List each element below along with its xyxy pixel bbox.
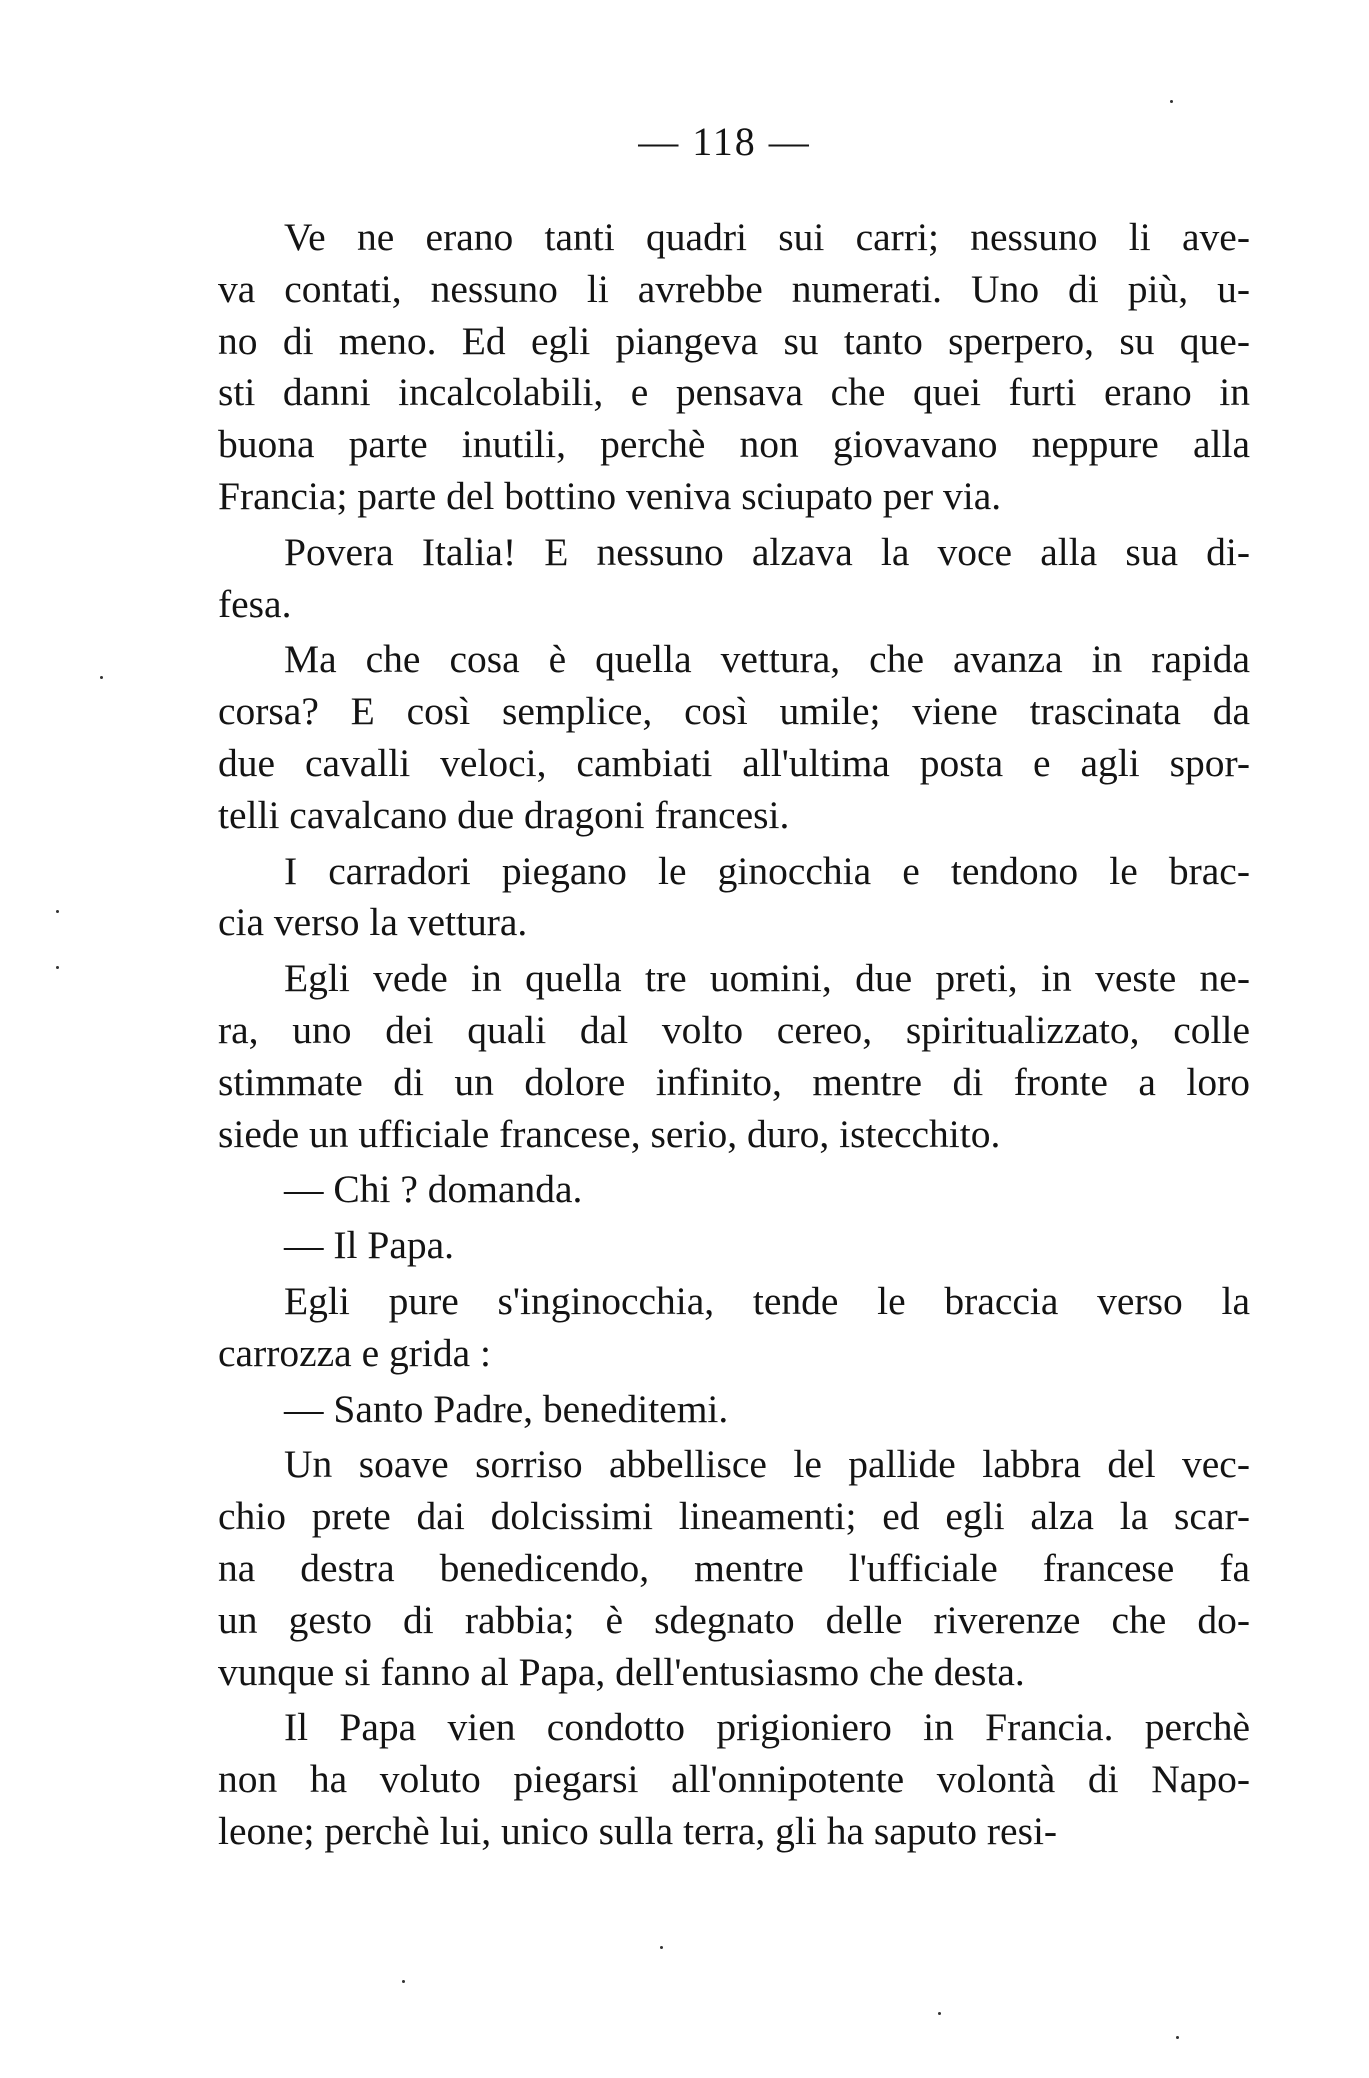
text-line: carrozza e grida : — [218, 1330, 492, 1375]
text-line: buona parte inutili, perchè non giovavano neppure alla — [218, 422, 1250, 467]
text-line: va contati, nessuno li avrebbe numerati. Uno di più, u- — [218, 266, 1250, 311]
text-line: — Chi ? domanda. — [284, 1167, 583, 1212]
paragraph — [218, 634, 1250, 841]
paragraph — [218, 1220, 1250, 1272]
scan-speck — [56, 966, 59, 969]
paragraph — [218, 1702, 1250, 1857]
text-line: ra, uno dei quali dal volto cereo, spiritualizzato, colle — [218, 1007, 1250, 1052]
text-line: Ma che cosa è quella vettura, che avanza in rapida — [284, 637, 1250, 682]
paragraph — [218, 1384, 1250, 1436]
text-line: leone; perchè lui, unico sulla terra, gli ha saputo resi- — [218, 1808, 1058, 1853]
scan-speck — [100, 676, 103, 679]
paragraph — [218, 527, 1250, 631]
scan-speck — [1170, 100, 1173, 103]
scan-speck — [56, 910, 59, 913]
paragraph — [218, 1276, 1250, 1380]
text-line: Egli vede in quella tre uomini, due preti, in veste ne- — [284, 956, 1250, 1001]
text-line: Francia; parte del bottino veniva sciupato per via. — [218, 473, 1002, 518]
scan-speck — [938, 2012, 941, 2015]
paragraph — [218, 1164, 1250, 1216]
scan-speck — [402, 1980, 405, 1983]
text-line: chio prete dai dolcissimi lineamenti; ed egli alza la scar- — [218, 1494, 1250, 1539]
paragraph — [218, 1439, 1250, 1698]
text-line: — Santo Padre, beneditemi. — [284, 1386, 729, 1431]
body-text — [218, 212, 1250, 1862]
text-line: due cavalli veloci, cambiati all'ultima posta e agli spor- — [218, 740, 1250, 785]
text-line: cia verso la vettura. — [218, 900, 528, 945]
page-number: — 118 — — [638, 119, 811, 164]
text-line: un gesto di rabbia; è sdegnato delle riverenze che do- — [218, 1597, 1250, 1642]
text-line: I carradori piegano le ginocchia e tendono le brac- — [284, 848, 1250, 893]
text-line: Povera Italia! E nessuno alzava la voce alla sua di- — [284, 529, 1250, 574]
paragraph — [218, 953, 1250, 1160]
text-line: sti danni incalcolabili, e pensava che quei furti erano in — [218, 370, 1250, 415]
text-line: Egli pure s'inginocchia, tende le braccia verso la — [284, 1278, 1250, 1323]
scan-speck — [660, 1946, 663, 1949]
text-line: corsa? E così semplice, così umile; viene trascinata da — [218, 689, 1250, 734]
paragraph — [218, 846, 1250, 950]
scan-speck — [1176, 2036, 1179, 2039]
paragraph — [218, 212, 1250, 523]
text-line: Ve ne erano tanti quadri sui carri; nessuno li ave- — [284, 215, 1250, 259]
text-line: Un soave sorriso abbellisce le pallide labbra del vec- — [284, 1442, 1250, 1487]
text-line: — Il Papa. — [284, 1223, 455, 1268]
text-line: stimmate di un dolore infinito, mentre di fronte a loro — [218, 1059, 1250, 1104]
text-line: telli cavalcano due dragoni francesi. — [218, 792, 790, 837]
text-line: fesa. — [218, 581, 292, 626]
text-line: Il Papa vien condotto prigioniero in Francia. perchè — [284, 1705, 1250, 1750]
text-line: non ha voluto piegarsi all'onnipotente volontà di Napo- — [218, 1757, 1250, 1802]
text-line: no di meno. Ed egli piangeva su tanto sperpero, su que- — [218, 318, 1250, 363]
text-line: na destra benedicendo, mentre l'ufficiale francese fa — [218, 1545, 1250, 1590]
text-line: vunque si fanno al Papa, dell'entusiasmo che desta. — [218, 1649, 1025, 1694]
text-line: siede un ufficiale francese, serio, duro, istecchito. — [218, 1111, 1001, 1156]
